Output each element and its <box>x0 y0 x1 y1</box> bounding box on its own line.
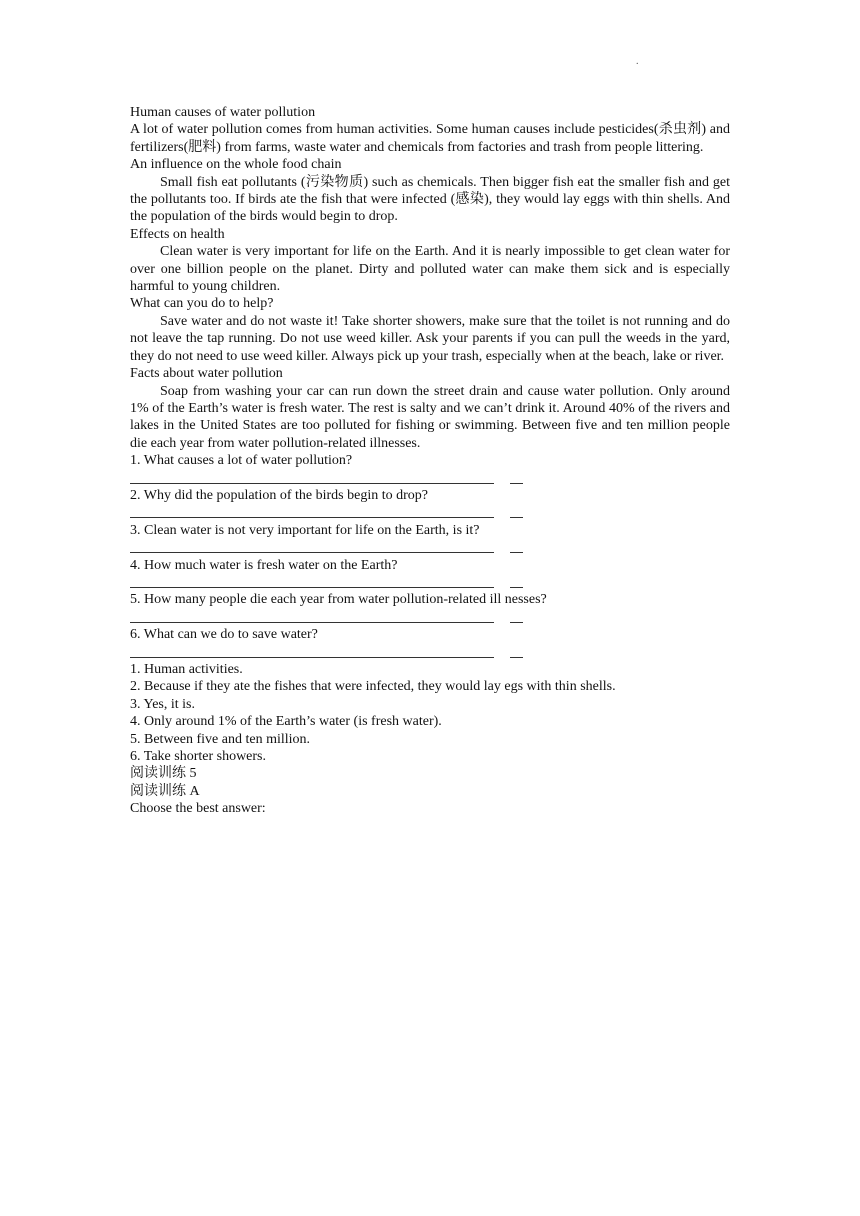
passage-paragraph: A lot of water pollution comes from human activities. Some human causes include pesticides(杀虫剂) and fertilizers(肥料) from farms, waste water and chemicals from factories and trash from people littering. <box>130 122 730 155</box>
answer-blank <box>130 574 730 591</box>
section-heading: Facts about water pollution <box>130 366 283 382</box>
content <box>130 104 730 818</box>
answer: 4. Only around 1% of the Earth’s water (is fresh water). <box>130 714 442 730</box>
answer-blank <box>130 504 730 521</box>
answer-blank <box>130 609 730 626</box>
passage-paragraph: Save water and do not waste it! Take shorter showers, make sure that the toilet is not running and do not leave the tap running. Do not use weed killer. Ask your parents if you can pull the weeds in the yard, they do not need to use weed killer. Always pick up your trash, especially when at the beach, lake or river. <box>130 313 730 364</box>
answer-blank <box>130 539 730 556</box>
section-heading: An influence on the whole food chain <box>130 157 342 173</box>
passage-paragraph: Clean water is very important for life on the Earth. And it is nearly impossible to get clean water for over one billion people on the planet. Dirty and polluted water can make them sick and is especially harmful to young children. <box>130 244 730 295</box>
passage-paragraph: Soap from washing your car can run down the street drain and cause water pollution. Only around 1% of the Earth’s water is fresh water. The rest is salty and we can’t drink it. Around 40% of the rivers and lakes in the United States are too polluted for fishing or swimming. Between five and ten million people die each year from water pollution-related illnesses. <box>130 383 730 451</box>
answer: 2. Because if they ate the fishes that were infected, they would lay egs with thin shells. <box>130 679 616 695</box>
passage-paragraph: Small fish eat pollutants (污染物质) such as chemicals. Then bigger fish eat the smaller fish and get the pollutants too. If birds ate the fish that were infected (感染), they would lay eggs with thin shells. And the population of the birds would begin to drop. <box>130 174 730 225</box>
exercise-subtitle: 阅读训练 A <box>130 783 200 799</box>
answer: 6. Take shorter showers. <box>130 748 267 764</box>
question: 3. Clean water is not very important for life on the Earth, is it? <box>130 522 480 538</box>
passage <box>130 104 730 452</box>
question: 4. How much water is fresh water on the Earth? <box>130 557 398 573</box>
corner-mark: . <box>636 56 639 67</box>
section-heading: Effects on health <box>130 226 225 242</box>
footer-section <box>130 765 730 817</box>
answer-blank <box>130 644 730 661</box>
instruction: Choose the best answer: <box>130 801 266 817</box>
section-heading: Human causes of water pollution <box>130 105 316 120</box>
answer-key <box>130 661 730 765</box>
questions <box>130 452 730 661</box>
question: 2. Why did the population of the birds begin to drop? <box>130 487 428 503</box>
question: 5. How many people die each year from water pollution-related ill nesses? <box>130 592 547 608</box>
question: 1. What causes a lot of water pollution? <box>130 453 353 469</box>
answer: 3. Yes, it is. <box>130 696 195 712</box>
question: 6. What can we do to save water? <box>130 627 318 643</box>
answer-blank <box>130 470 730 487</box>
answer: 1. Human activities. <box>130 661 243 677</box>
answer: 5. Between five and ten million. <box>130 731 311 747</box>
exercise-title: 阅读训练 5 <box>130 766 197 782</box>
section-heading: What can you do to help? <box>130 296 274 312</box>
